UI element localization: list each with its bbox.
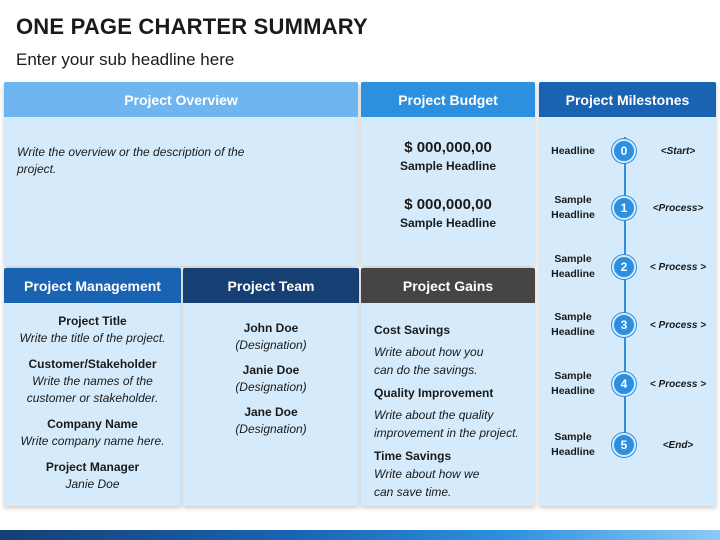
milestone-number-badge: 0 xyxy=(612,139,636,163)
project-gains-header: Project Gains xyxy=(361,268,535,303)
management-item xyxy=(4,356,181,407)
project-team-list xyxy=(183,320,359,446)
management-value: Janie Doe xyxy=(65,477,120,491)
team-member xyxy=(183,320,359,354)
milestone-number-badge: 2 xyxy=(612,255,636,279)
management-item xyxy=(4,416,181,450)
team-member-name: John Doe xyxy=(243,321,299,335)
milestone-label: Headline xyxy=(551,144,595,157)
management-value: Write the names of the customer or stakeholder. xyxy=(26,374,159,405)
milestone-number-badge: 1 xyxy=(612,196,636,220)
milestone-label: Sample Headline xyxy=(551,370,595,397)
milestone-row xyxy=(539,250,716,284)
management-label: Project Title xyxy=(58,314,127,328)
gain-item xyxy=(374,447,531,501)
budget-amount: $ 000,000,00 xyxy=(404,196,492,213)
milestone-status: <End> xyxy=(662,439,694,451)
team-member xyxy=(183,362,359,396)
milestone-label: Sample Headline xyxy=(551,431,595,458)
project-gains-list xyxy=(374,321,531,506)
project-milestones-header: Project Milestones xyxy=(539,82,716,117)
gain-description: Write about how we can save time. xyxy=(374,467,480,499)
gain-description: Write about the quality improvement in the project. xyxy=(374,408,519,440)
project-budget-panel xyxy=(361,82,535,266)
team-member-name: Janie Doe xyxy=(242,363,300,377)
project-management-list xyxy=(4,313,181,502)
footer-gradient-bar xyxy=(0,530,720,540)
budget-amount: $ 000,000,00 xyxy=(404,139,492,156)
management-label: Company Name xyxy=(47,417,138,431)
budget-headline: Sample Headline xyxy=(399,216,497,230)
management-label: Customer/Stakeholder xyxy=(28,357,157,371)
project-gains-panel xyxy=(361,268,535,506)
budget-item xyxy=(361,195,535,232)
milestone-status: < Process > xyxy=(649,261,707,273)
milestone-label: Sample Headline xyxy=(551,311,595,338)
team-member-name: Jane Doe xyxy=(244,405,298,419)
milestone-status: <Start> xyxy=(660,145,696,157)
gain-label: Cost Savings xyxy=(374,323,451,337)
project-management-panel xyxy=(4,268,181,506)
management-value: Write company name here. xyxy=(20,434,165,448)
milestone-status: < Process > xyxy=(649,378,707,390)
gain-description: Write about how you can do the savings. xyxy=(374,345,484,377)
gain-item xyxy=(374,384,531,442)
management-label: Project Manager xyxy=(45,460,140,474)
milestone-row xyxy=(539,308,716,342)
budget-item xyxy=(361,138,535,175)
milestone-label: Sample Headline xyxy=(551,253,595,280)
milestone-status: <Process> xyxy=(652,202,704,214)
milestone-timeline-line xyxy=(624,137,626,455)
team-member-designation: (Designation) xyxy=(235,422,307,436)
milestone-row xyxy=(539,367,716,401)
project-budget-header: Project Budget xyxy=(361,82,535,117)
page-subtitle: Enter your sub headline here xyxy=(16,50,235,69)
project-overview-text: Write the overview or the description of the project. xyxy=(17,145,245,176)
project-team-header: Project Team xyxy=(183,268,359,303)
milestone-number-badge: 3 xyxy=(612,313,636,337)
gain-item xyxy=(374,321,531,379)
budget-headline: Sample Headline xyxy=(399,159,497,173)
milestone-label: Sample Headline xyxy=(551,194,595,221)
team-member xyxy=(183,404,359,438)
milestone-row xyxy=(539,191,716,225)
milestone-status: < Process > xyxy=(649,319,707,331)
milestone-number-badge: 5 xyxy=(612,433,636,457)
management-item xyxy=(4,313,181,347)
team-member-designation: (Designation) xyxy=(235,380,307,394)
project-overview-panel xyxy=(4,82,358,266)
project-team-panel xyxy=(183,268,359,506)
page-title: ONE PAGE CHARTER SUMMARY xyxy=(16,14,368,39)
milestone-row xyxy=(539,134,716,168)
management-value: Write the title of the project. xyxy=(19,331,166,345)
project-management-header: Project Management xyxy=(4,268,181,303)
project-milestones-panel xyxy=(539,82,716,506)
management-item xyxy=(4,459,181,493)
team-member-designation: (Designation) xyxy=(235,338,307,352)
gain-label: Time Savings xyxy=(374,449,452,463)
project-overview-header: Project Overview xyxy=(4,82,358,117)
gain-label: Quality Improvement xyxy=(374,386,494,400)
milestone-row xyxy=(539,428,716,462)
milestone-number-badge: 4 xyxy=(612,372,636,396)
